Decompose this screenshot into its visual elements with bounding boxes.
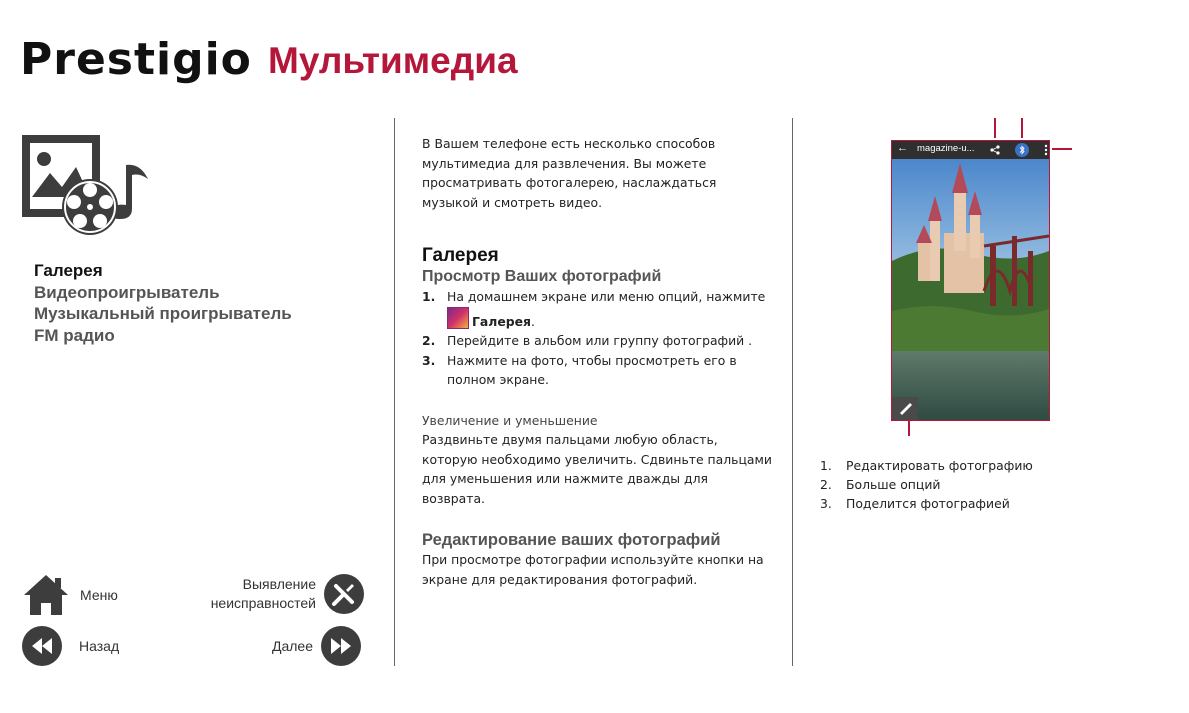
phone-screenshot [891,140,1050,421]
back-button[interactable] [22,626,119,666]
step-text: Перейдите в альбом или группу фотографий . [447,333,753,348]
castle-photo [892,141,1049,420]
step-text: Нажмите на фото, чтобы просмотреть его в полном экране. [447,352,737,387]
step-number: 2. [422,333,436,348]
share-icon[interactable] [990,145,1000,155]
edit-heading: Редактирование ваших фотографий [422,531,721,549]
troubleshooting-button[interactable] [203,574,364,614]
step-text: На домашнем экране или меню опций, нажмите [447,289,766,304]
back-label: Назад [79,638,120,654]
callout-line-edit [908,420,910,436]
next-label: Далее [272,638,314,654]
callout-line-share [994,118,996,138]
step-number: 3. [422,352,436,368]
column-divider-right [792,118,793,666]
gallery-heading: Галерея [422,245,499,266]
legend-number: 1. [820,458,832,473]
back-arrow-icon[interactable]: ← [897,142,908,154]
legend-number: 3. [820,496,832,511]
nav-item-music-player[interactable]: Музыкальный проигрыватель [34,304,292,323]
step-item [422,351,767,390]
nav-item-gallery[interactable]: Галерея [34,261,103,280]
phone-photo-title: magazine-u... [917,143,975,154]
gallery-app-icon [447,307,469,329]
phone-toolbar [892,141,1049,159]
more-options-icon[interactable] [1043,144,1049,156]
content-column [422,134,772,589]
nav-item-video-player[interactable]: Видеопроигрыватель [34,282,220,302]
next-button[interactable] [272,626,361,666]
step-number: 1. [422,289,436,304]
column-divider-left [394,118,395,666]
callout-line-more [1021,118,1023,138]
multimedia-nav [34,260,292,346]
menu-label: Меню [80,587,118,603]
legend-item [820,475,1033,494]
troubleshooting-label-line2: неисправностей [210,595,316,611]
view-photos-subheading: Просмотр Ваших фотографий [422,268,662,285]
step-item [422,331,772,351]
home-icon [22,573,70,617]
multimedia-icon [22,135,157,235]
callout-line-options [1052,148,1072,150]
step-item [422,287,772,331]
step-text-end: . [530,313,535,329]
bluetooth-icon[interactable] [1015,143,1029,157]
legend-text: Больше опций [846,477,941,492]
zoom-text: Раздвиньте двумя пальцами любую область, которую необходимо увеличить. Сдвиньте пальцами для уменьшения или нажмите дважды для возврата. [422,432,772,506]
steps-list [422,287,772,390]
zoom-heading: Увеличение и уменьшение [422,412,598,428]
menu-button[interactable] [22,573,118,617]
troubleshooting-label-line1: Выявление [242,576,316,592]
intro-text: В Вашем телефоне есть несколько способов мультимедиа для развлечения. Вы можете просматривать фотогалерею, наслаждаться музыкой и смотреть видео. [422,136,717,210]
nav-item-fm-radio[interactable]: FM радио [34,325,115,345]
brand-logo: Prestigio [20,34,252,85]
edit-text: При просмотре фотографии используйте кнопки на экране для редактирования фотографий. [422,552,764,587]
legend-item [820,494,1033,513]
tools-icon [324,574,364,614]
rewind-icon [22,626,62,666]
legend-text: Редактировать фотографию [846,458,1033,473]
legend-number: 2. [820,477,832,492]
callout-legend [820,456,1033,513]
section-title: Мультимедиа [268,40,518,81]
legend-item [820,456,1033,475]
fast-forward-icon [321,626,361,666]
gallery-app-label: Галерея [472,313,531,329]
legend-text: Поделится фотографией [846,496,1010,511]
